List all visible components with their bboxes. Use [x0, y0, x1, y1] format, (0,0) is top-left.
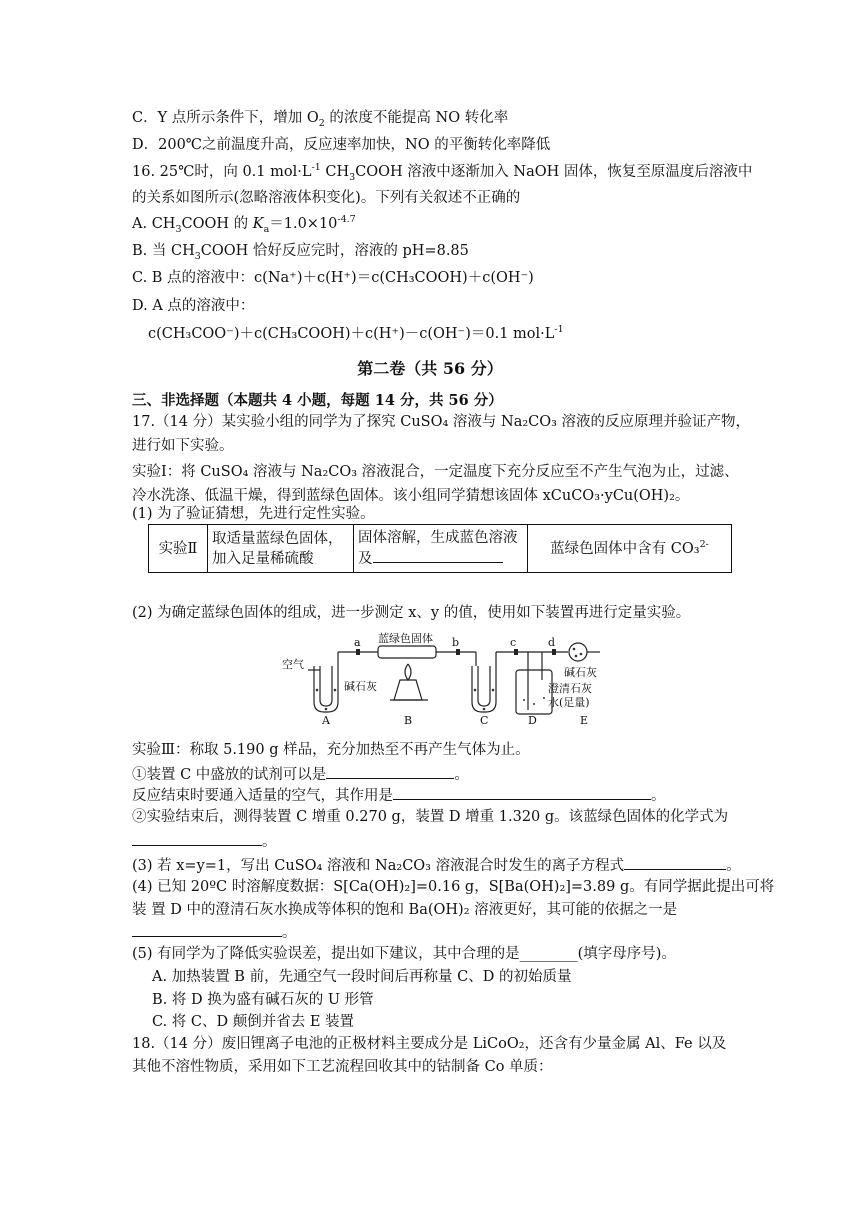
- label-B: B: [404, 714, 413, 726]
- table-cell-conclusion: 蓝绿色固体中含有 CO₃$^{2-}$: [528, 525, 732, 573]
- label-limewater-1: 澄清石灰: [548, 682, 592, 695]
- table-row: [149, 525, 732, 573]
- q16-option-b: B. 当 $CH_3COOH$ 恰好反应完时，溶液的 pH=8.85: [132, 243, 469, 262]
- q17-stem-line2: 进行如下实验。: [132, 438, 234, 454]
- section2-title: 第二卷（共 56 分）: [357, 359, 503, 378]
- q17-part1: (1) 为了验证猜想，先进行定性实验。: [132, 506, 375, 522]
- q17-sub1b: 反应结束时要通入适量的空气，其作用是 。: [132, 785, 666, 806]
- label-soda-lime-a: 碱石灰: [344, 680, 377, 693]
- answer-blank[interactable]: [132, 831, 262, 846]
- q15-option-d: D．200℃之前温度升高，反应速率加快，NO 的平衡转化率降低: [132, 137, 551, 153]
- label-a: a: [354, 636, 361, 649]
- label-air: 空气: [282, 658, 304, 671]
- label-limewater-2: 水(足量): [548, 696, 590, 709]
- answer-blank[interactable]: [624, 855, 726, 870]
- answer-blank[interactable]: [132, 922, 282, 937]
- label-D: D: [528, 714, 537, 726]
- q17-stem-line1: 17.（14 分）某实验小组的同学为了探究 CuSO₄ 溶液与 Na₂CO₃ 溶液的反应原理并验证产物，: [132, 414, 751, 430]
- q17-part5-option-b: B. 将 D 换为盛有碱石灰的 U 形管: [152, 992, 374, 1008]
- q16-option-a: A. $CH_3COOH$ 的 $K_a=1.0\times 10^{-4.7}$: [132, 214, 356, 235]
- experiment-ii-table: [148, 524, 732, 573]
- q17-part5-option-a: A. 加热装置 B 前，先通空气一段时间后再称量 C、D 的初始质量: [152, 969, 572, 985]
- q16-option-d: D. A 点的溶液中：: [132, 298, 255, 314]
- q17-part5: (5) 有同学为了降低实验误差，提出如下建议，其中合理的是________(填字母序号)。: [132, 946, 676, 962]
- q17-exp3: 实验Ⅲ：称取 5.190 g 样品，充分加热至不再产生气体为止。: [132, 742, 530, 758]
- answer-blank[interactable]: [326, 764, 454, 779]
- q16-stem-line1: 16. 25℃时，向 0.1 $mol\cdot L^{-1}$ $CH_3COOH$ 溶液中逐渐加入 NaOH 固体，恢复至原温度后溶液中: [132, 162, 753, 183]
- label-C: C: [480, 714, 489, 726]
- apparatus-diagram: [280, 630, 610, 726]
- label-blue-green-solid: 蓝绿色固体: [378, 632, 433, 645]
- q17-part2: (2) 为确定蓝绿色固体的组成，进一步测定 x、y 的值，使用如下装置再进行定量实验。: [132, 605, 691, 621]
- q17-exp1-line1: 实验Ⅰ：将 CuSO₄ 溶液与 Na₂CO₃ 溶液混合，一定温度下充分反应至不产生气泡为止，过滤、: [132, 464, 739, 480]
- q17-part5-option-c: C. 将 C、D 颠倒并省去 E 装置: [152, 1014, 355, 1030]
- q16-stem-line2: 的关系如图所示(忽略溶液体积变化)。下列有关叙述不正确的: [132, 190, 521, 206]
- label-E: E: [580, 714, 589, 726]
- table-cell-procedure: 取适量蓝绿色固体， 加入足量稀硫酸: [208, 525, 354, 573]
- label-c: c: [510, 636, 517, 649]
- q16-option-c: C. B 点的溶液中：c(Na⁺)＋c(H⁺)＝c(CH₃COOH)＋c(OH⁻): [132, 270, 534, 286]
- answer-blank[interactable]: [393, 785, 651, 800]
- answer-blank[interactable]: [373, 548, 503, 563]
- table-cell-experiment: 实验Ⅱ: [149, 525, 208, 573]
- q17-part3: (3) 若 x=y=1，写出 CuSO₄ 溶液和 Na₂CO₃ 溶液混合时发生的离子方程式 。: [132, 855, 741, 876]
- label-d: d: [548, 636, 556, 649]
- q17-sub2: ②实验结束后，测得装置 C 增重 0.270 g，装置 D 增重 1.320 g。该蓝绿色固体的化学式为: [132, 809, 729, 825]
- q18-stem-line2: 其他不溶性物质，采用如下工艺流程回收其中的钴制备 Co 单质：: [132, 1059, 553, 1075]
- q17-exp1-line2: 冷水洗涤、低温干燥，得到蓝绿色固体。该小组同学猜想该固体 xCuCO₃·yCu(OH)₂。: [132, 488, 690, 504]
- label-A: A: [322, 714, 330, 726]
- q16-option-d-equation: c(CH₃COO⁻)＋c(CH₃COOH)＋c(H⁺)－c(OH⁻)＝0.1 $mol\cdot L^{-1}$: [148, 324, 564, 342]
- label-soda-lime-e: 碱石灰: [564, 666, 597, 679]
- q17-part4-line2: 装 置 D 中的澄清石灰水换成等体积的饱和 Ba(OH)₂ 溶液更好，其可能的依据之一是: [132, 902, 678, 918]
- label-b: b: [452, 636, 460, 649]
- q17-part4-line1: (4) 已知 20ºC 时溶解度数据：S[Ca(OH)₂]=0.16 g，S[Ba(OH)₂]=3.89 g。有同学据此提出可将: [132, 879, 775, 895]
- q17-part4-line3: 。: [132, 922, 297, 943]
- section3-heading: 三、非选择题（本题共 4 小题，每题 14 分，共 56 分）: [132, 392, 503, 409]
- q17-sub1: ①装置 C 中盛放的试剂可以是 。: [132, 764, 469, 785]
- q17-sub2-blank-line: 。: [132, 831, 277, 852]
- table-cell-phenomenon: 固体溶解，生成蓝色溶液 及: [354, 525, 528, 573]
- q15-option-c: C．Y 点所示条件下，增加 $O_2$ 的浓度不能提高 NO 转化率: [132, 110, 509, 129]
- q18-stem-line1: 18.（14 分）废旧锂离子电池的正极材料主要成分是 LiCoO₂，还含有少量金属 Al、Fe 以及: [132, 1036, 727, 1052]
